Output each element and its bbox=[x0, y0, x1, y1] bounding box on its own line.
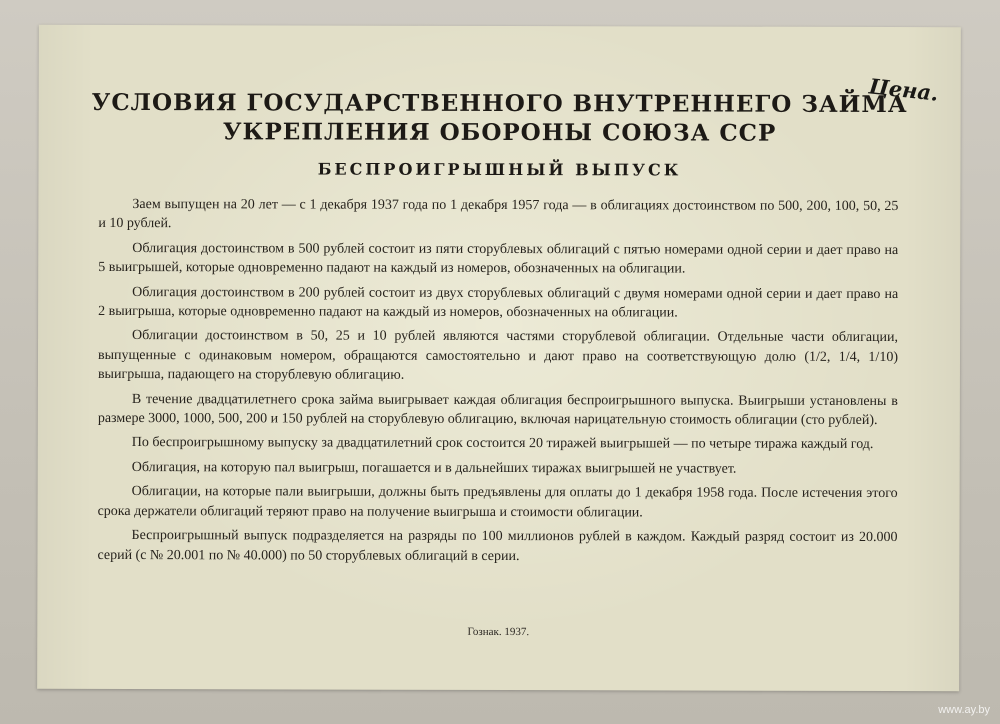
paragraph-winnings: В течение двадцатилетнего срока займа выигрывает каждая облигация беспроигрышного выпуска. Выигрыши установлены в размере 3000, 1000, 500, 200 и 150 рублей на сторублевую облигацию, включая нарицательную стоимость облигации (сто рублей). bbox=[97, 391, 898, 429]
handwritten-note: Цена. bbox=[867, 73, 940, 106]
paragraph-fractional-parts: Облигации достоинством в 50, 25 и 10 рублей являются частями сторублевой облигации. Отдельные части облигации, выпущенные с одинаковым номером, обращаются самостоятельно и дают право на соответствующую долю (1/2, 1/4, 1/10) выигрыша, падающего на сторублевую облигацию. bbox=[97, 328, 899, 384]
document-title-line-2: УКРЕПЛЕНИЯ ОБОРОНЫ СОЮЗА ССР bbox=[222, 118, 777, 147]
paragraph-payment-deadline: Облигации, на которые пали выигрыши, должны быть предъявлены для оплаты до 1 декабря 1958 года. После истечения этого срока держатели облигаций теряют право на получение выигрыша и стоимости облигации. bbox=[97, 484, 898, 521]
site-watermark: www.ay.by bbox=[938, 704, 990, 716]
paragraph-500-rubles: Облигация достоинством в 500 рублей состоит из пяти сторублевых облигаций с пятью номерами одной серии и дает право на 5 выигрышей, которые одновременно падают на каждый из номеров, обозначенных на облигации. bbox=[98, 240, 899, 277]
paragraph-loan-term: Заем выпущен на 20 лет — с 1 декабря 1937 года по 1 декабря 1957 года — в облигациях достоинством по 500, 200, 100, 50, 25 и 10 рублей. bbox=[98, 197, 899, 232]
paragraph-series: Беспроигрышный выпуск подразделяется на разряды по 100 миллионов рублей в каждом. Каждый разряд состоит из 20.000 серий (с № 20.001 по № 40.000) по 50 сторублевых облигаций в серии. bbox=[97, 528, 898, 564]
paragraph-redemption: Облигация, на которую пал выигрыш, погашается и в дальнейших тиражах выигрышей не участвует. bbox=[131, 459, 737, 477]
printer-imprint: Гознак. 1937. bbox=[467, 625, 530, 639]
document-subtitle: БЕСПРОИГРЫШНЫЙ ВЫПУСК bbox=[317, 159, 682, 180]
document-title-line-1: УСЛОВИЯ ГОСУДАРСТВЕННОГО ВНУТРЕННЕГО ЗАЙМА bbox=[91, 88, 908, 119]
document-body bbox=[97, 195, 898, 572]
bond-document-sheet bbox=[37, 25, 961, 691]
paragraph-200-rubles: Облигация достоинством в 200 рублей состоит из двух сторублевых облигаций с двумя номерами одной серии и дает право на 2 выигрыша, которые одновременно падают на каждый из номеров, обозначенных на облигации. bbox=[98, 284, 899, 321]
paragraph-draws: По беспроигрышному выпуску за двадцатилетний срок состоится 20 тиражей выигрышей — по четыре тиража каждый год. bbox=[131, 435, 874, 453]
